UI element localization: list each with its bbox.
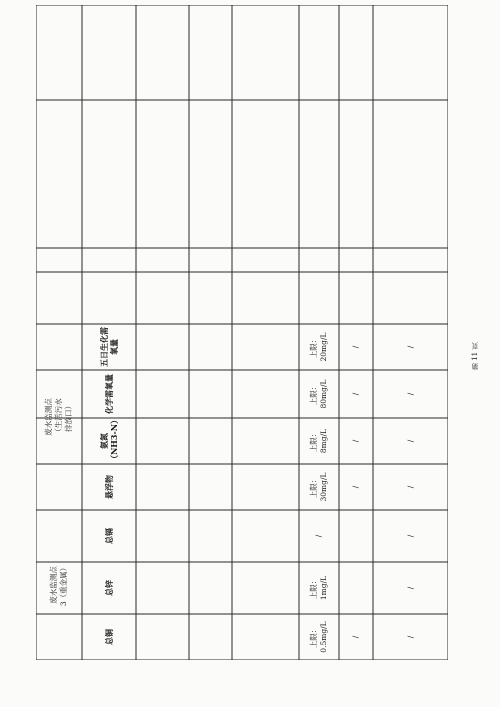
cell-equip: / xyxy=(405,439,415,443)
cell-copper: 总铜 xyxy=(104,629,114,645)
cell-wastewater-domestic: 废水监测点 （生活污水 排放口） xyxy=(44,398,73,436)
cell-zinc: 总锌 xyxy=(104,580,114,596)
cell-equip: / xyxy=(405,392,415,396)
cell-equip: / xyxy=(405,485,415,489)
cell-equip-copper: / xyxy=(405,635,415,639)
cell-pollutant: 化学需氧量 xyxy=(104,374,114,414)
cell-wastewater-3: 废水监测点 3（重金属） xyxy=(49,563,68,607)
cell-freq: / xyxy=(351,345,360,349)
cell-freq-copper: / xyxy=(351,635,360,639)
cell-equip-zinc: / xyxy=(405,586,415,590)
cell-freq: / xyxy=(351,439,360,443)
cell-pollutant: 氨氮 （NH3-N） xyxy=(99,415,119,463)
cell-freq: / xyxy=(351,392,360,396)
cell-equip: / xyxy=(405,345,415,349)
cell-limit: 上限： 80mg/L xyxy=(309,379,328,409)
cell-pollutant: 悬浮物 xyxy=(104,475,114,499)
cell-limit-zinc: 上限： 1mg/L xyxy=(309,575,328,601)
cell-limit-copper: 上限： 0.5mg/L xyxy=(309,621,328,653)
rotated-table xyxy=(36,5,448,660)
cell-pollutant: 五日生化需 氧量 xyxy=(99,327,119,367)
page-number: 第 11 页 xyxy=(471,342,479,370)
cell-limit: 上限： 30mg/L xyxy=(309,472,328,502)
cell-limit-cadmium: / xyxy=(314,534,323,538)
cell-equip-cadmium: / xyxy=(405,534,415,538)
cell-cadmium: 总镉 xyxy=(104,528,114,544)
cell-limit: 上限： 8mg/L xyxy=(309,428,328,454)
cell-limit: 上限： 20mg/L xyxy=(309,332,328,362)
cell-freq: / xyxy=(351,485,360,489)
